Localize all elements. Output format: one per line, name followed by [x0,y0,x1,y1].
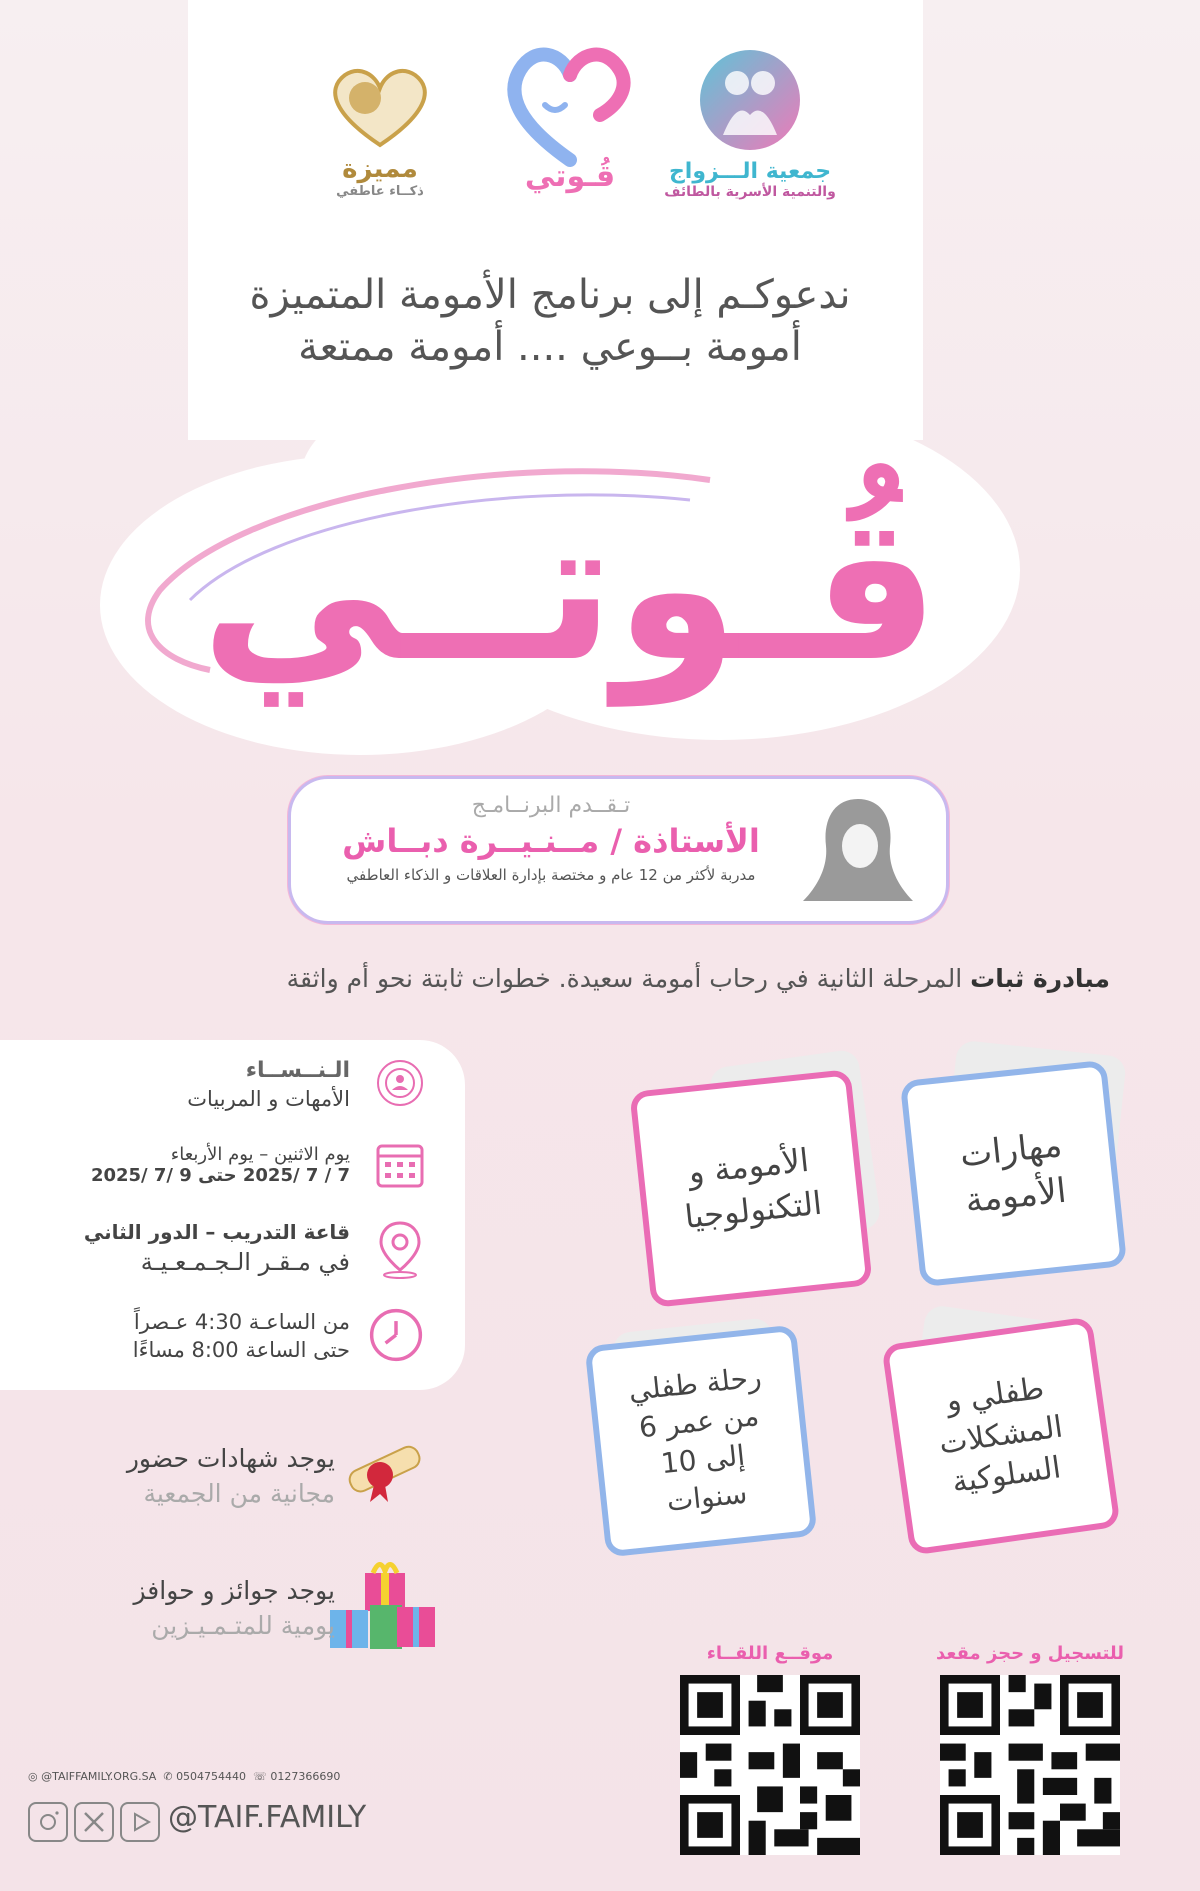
audience-title: الـنــســاء [245,1058,350,1083]
topic-card-3 [881,1316,1120,1555]
invite-line-1: ندعوكـم إلى برنامج الأمومة المتميزة [249,272,851,318]
topic-card-2 [629,1069,872,1308]
audience-icon [375,1058,425,1108]
footer-handle[interactable]: @TAIF.FAMILY [168,1800,367,1835]
topic-card-1-label: مهارات الأمومة [958,1124,1069,1221]
register-qr-code[interactable] [940,1675,1120,1855]
clock-icon [367,1306,425,1364]
tagline-rest: المرحلة الثانية في رحاب أمومة سعيدة. خطوات ثابتة نحو أم واثقة [286,964,971,993]
presenter-bio: مدربة لأكثر من 12 عام و مختصة بإدارة العلاقات و الذكاء العاطفي [346,866,756,884]
topic-card-1 [900,1060,1128,1288]
association-name: جمعية الـــزواج [668,159,832,184]
audience-subtitle: الأمهات و المربيات [187,1087,350,1111]
date-row [65,1140,425,1186]
invite-line-2: أمومة بــوعي .... أمومة ممتعة [298,324,802,370]
place-subtitle: في مـقـر الـجـمـعـيـة [140,1248,350,1276]
event-days: يوم الاثنين – يوم الأربعاء [170,1144,350,1165]
presenter-card [288,776,949,924]
topic-card-4-label: رحلة طفلي من عمر 6 إلى 10 سنوات [627,1360,763,1518]
phone-icon: ☏ [253,1770,267,1783]
heart-logo-icon [500,35,640,175]
certificate-line-2: مجانية من الجمعية [143,1479,335,1508]
tagline-bold: مبادرة ثبات [970,964,1110,993]
location-pin-icon [375,1220,425,1280]
certificate-line-1: يوجد شهادات حضور [126,1444,335,1473]
location-qr-code[interactable] [680,1675,860,1855]
big-title [140,440,1000,740]
mumayaza-text: مميزة [342,154,418,184]
topic-card-3-label: طفلي و المشكلات السلوكية [936,1371,1065,1501]
topic-card-4 [585,1325,818,1558]
program-logo-text: قُـوتي [524,159,616,194]
prize-line-2: يومية للمتـمـيـزين [151,1611,335,1640]
globe-icon: ◎ [28,1770,38,1783]
footer [28,1770,448,1835]
certificate-icon [340,1430,430,1510]
association-emblem-icon [695,45,805,155]
footer-contacts [28,1770,448,1783]
gift-icon [325,1555,440,1660]
tagline [80,964,1110,993]
certificate-perk [75,1444,335,1508]
event-dates: 7 / 7 /2025 حتى 9 /7 /2025 [90,1165,350,1186]
footer-website[interactable]: @TAIFFAMILY.ORG.SA [41,1770,157,1783]
place-title: قاعة التدريب – الدور الثاني [83,1220,350,1244]
instagram-icon[interactable] [28,1802,68,1842]
location-row [65,1220,425,1276]
presenter-text [316,793,786,884]
presenter-name: الأستاذة / مــنـيــرة دبــاش [342,822,760,860]
logos-row [270,30,870,230]
phone-icon: ✆ [163,1770,173,1783]
prize-line-1: يوجد جوائز و حوافز [133,1576,335,1605]
mumayaza-logo [290,60,470,199]
calendar-icon [375,1140,425,1190]
location-label: موقــع اللقــاء [706,1643,834,1664]
presenter-avatar-icon [798,791,918,911]
association-logo [660,45,840,200]
audience-row [65,1058,425,1111]
topic-card-2-label: الأمومة و التكنولوجيا [682,1141,824,1236]
invite-text [190,272,910,370]
gold-heart-icon [320,60,440,150]
time-to: حتى الساعة 8:00 مساءًا [132,1338,350,1362]
footer-phone-1[interactable]: 0504754440 [176,1770,247,1783]
footer-phone-2[interactable]: 0127366690 [270,1770,341,1783]
youtube-icon[interactable] [120,1802,160,1842]
program-logo [495,35,645,194]
info-panel [0,1040,465,1390]
presenter-intro: تـقــدم البرنــامـج [471,793,631,818]
association-subtitle: والتنمية الأسرية بالطائف [664,184,836,200]
x-icon[interactable] [74,1802,114,1842]
mumayaza-subtitle: ذكــاء عاطفي [336,184,424,199]
time-row [65,1306,425,1362]
register-label: للتسجيل و حجز مقعد [936,1643,1124,1664]
big-title-text: قُـوتــي [200,473,940,706]
prize-perk [75,1576,335,1640]
time-from: من الساعـة 4:30 عـصراً [133,1310,350,1334]
